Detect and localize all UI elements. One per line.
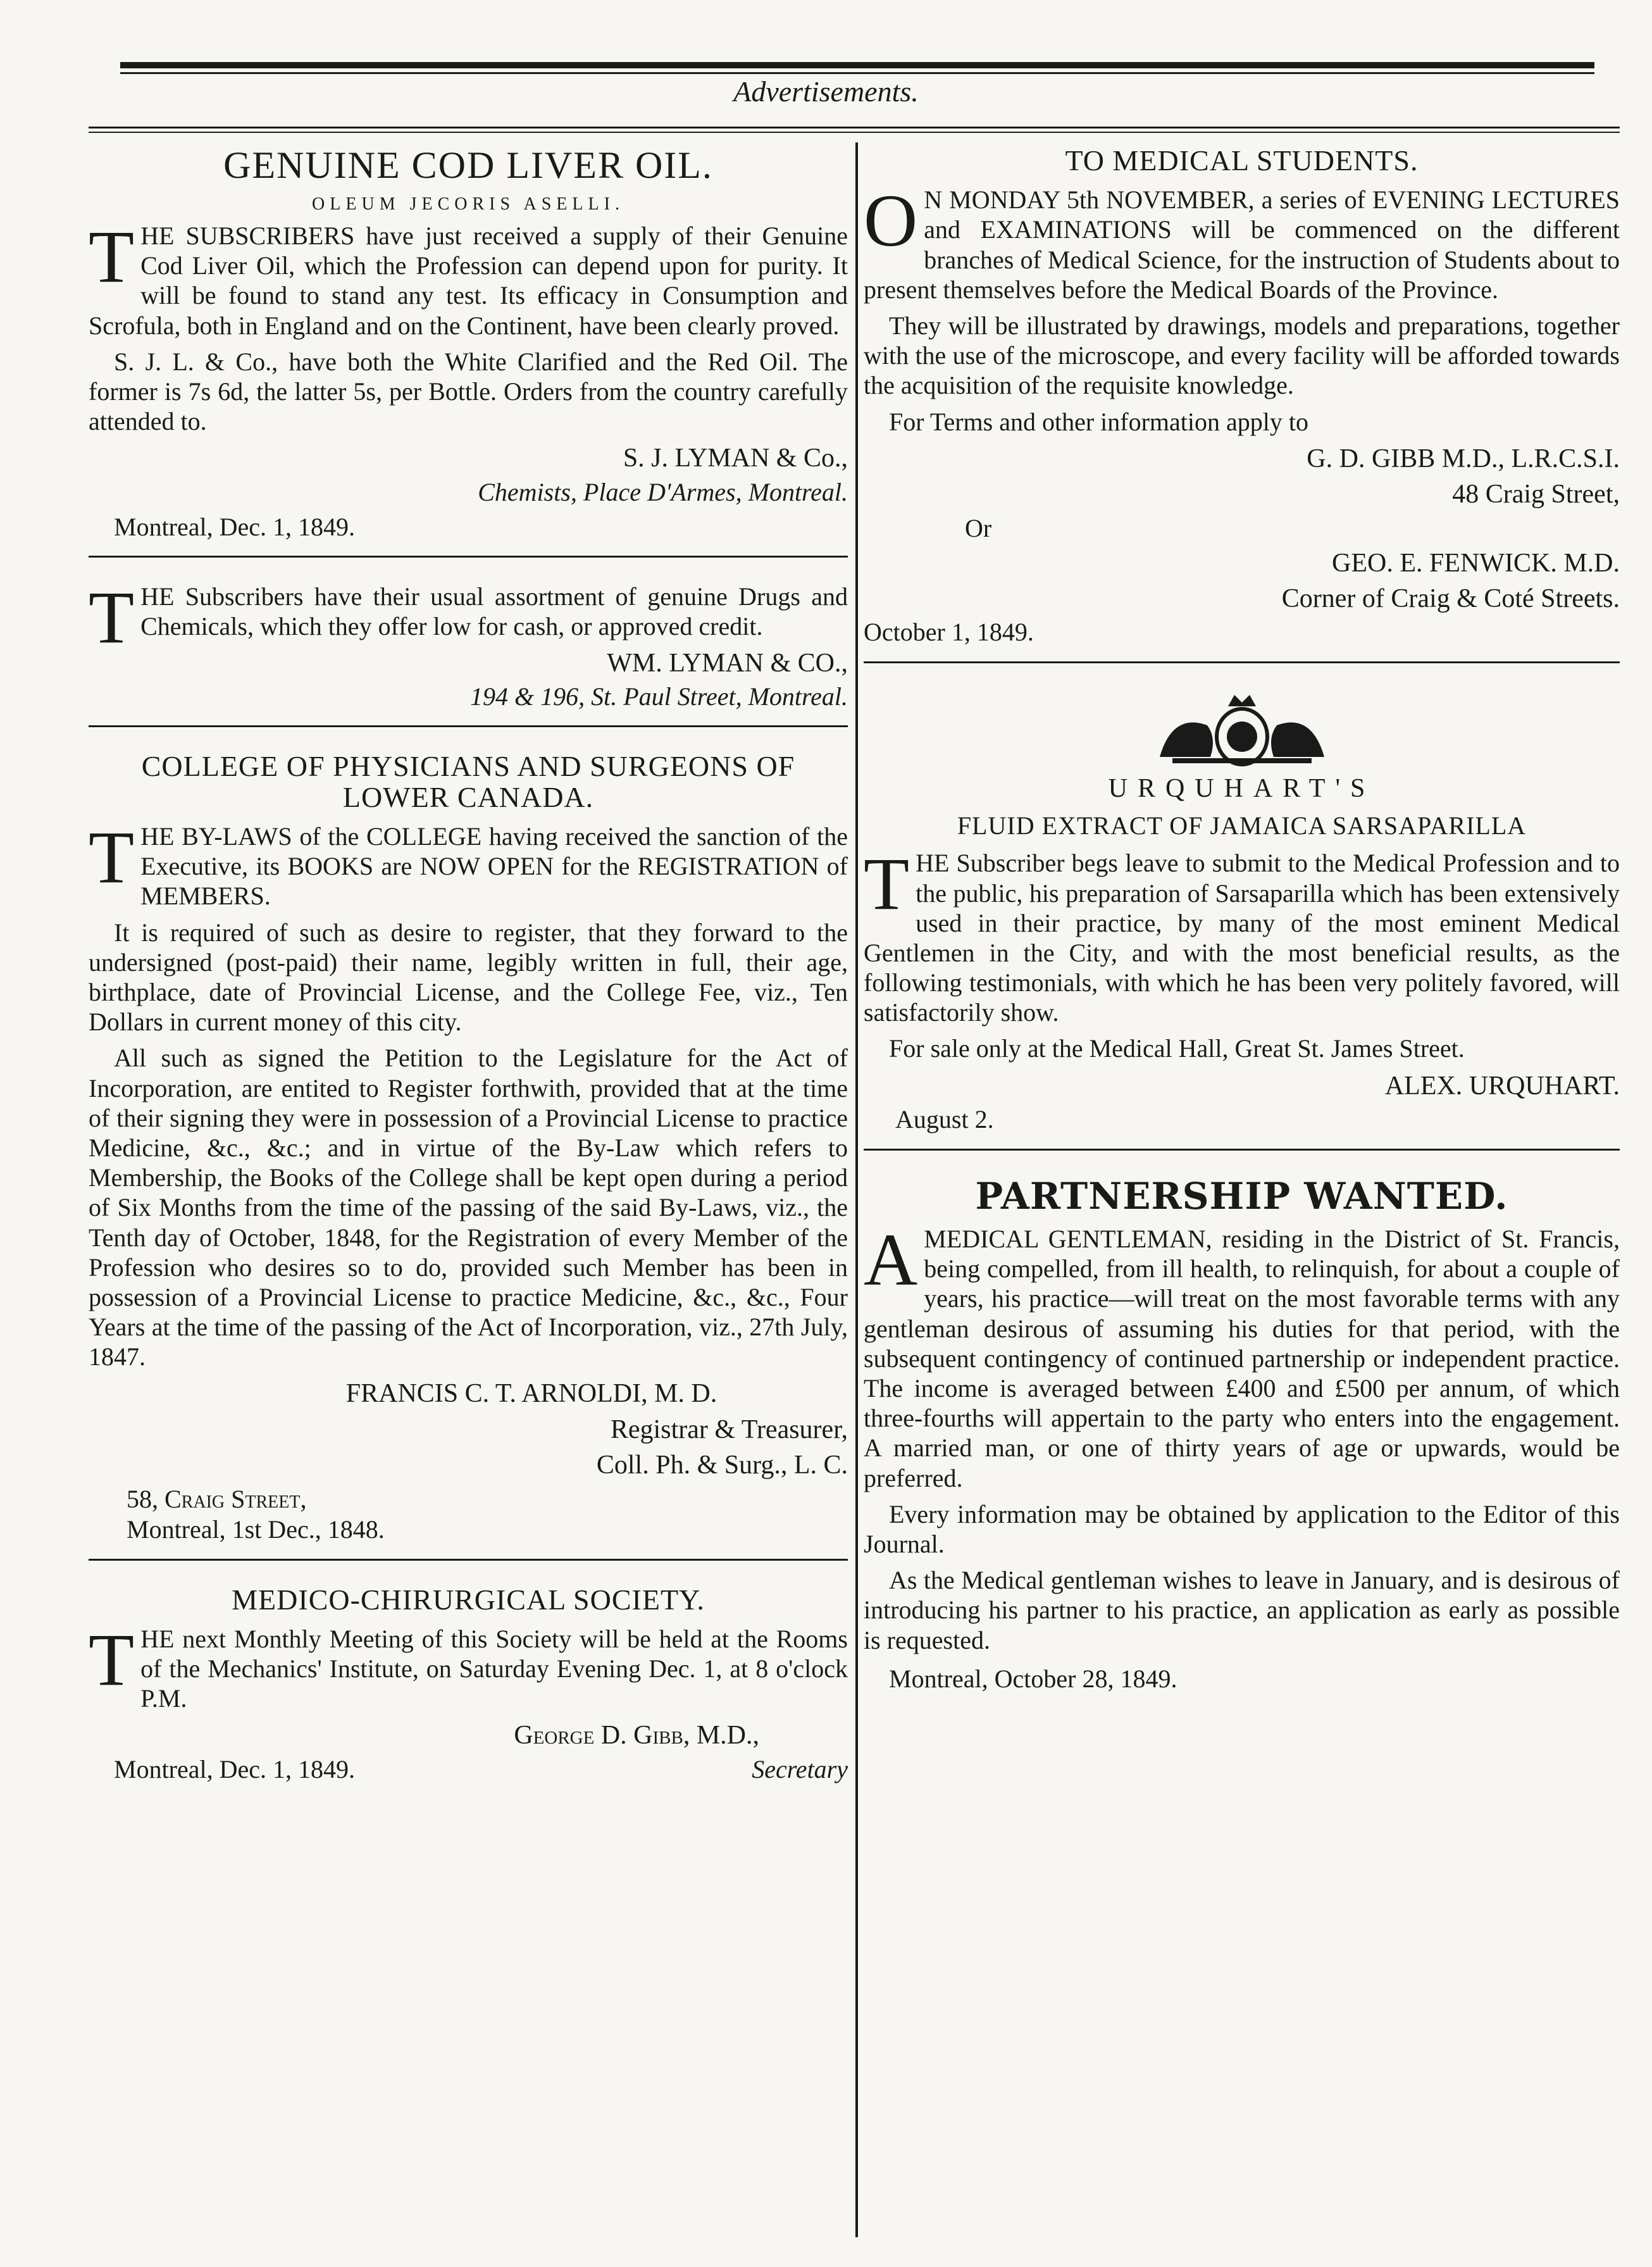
ad-body-2: Every information may be obtained by application to the Editor of this Journal. [864,1499,1620,1558]
ad-drugs [89,575,848,728]
ad-signature-address: 194 & 196, St. Paul Street, Montreal. [470,682,848,711]
ad-date: October 1, 1849. [864,618,1034,647]
ad-body-3: As the Medical gentleman wishes to leave in January, and is desirous of introducing his partner to his practice, an application as early as possible is requested. [864,1566,1620,1654]
ad-footer-row [89,1754,848,1784]
ad-date: August 2. [895,1105,994,1134]
ad-or: Or [965,513,992,542]
drop-cap: T [89,1618,135,1701]
ad-title: TO MEDICAL STUDENTS. [1065,144,1419,177]
header-rule-1 [89,127,1620,128]
ad-signature: G. D. GIBB M.D., L.R.C.S.I. [1307,444,1620,473]
ad-body-2: For sale only at the Medical Hall, Great St. James Street. [889,1034,1465,1063]
drop-cap: A [864,1218,918,1302]
ad-title: FLUID EXTRACT OF JAMAICA SARSAPARILLA [957,811,1527,840]
ad-body-3: For Terms and other information apply to [889,407,1309,436]
separator-rule [89,556,848,558]
ad-date: Montreal, October 28, 1849. [889,1664,1177,1693]
ad-subtitle: OLEUM JECORIS ASELLI. [312,194,624,214]
section-header: Advertisements. [733,75,919,108]
royal-crest-icon [1147,687,1337,770]
drop-cap: T [89,816,135,899]
ad-title: PARTNERSHIP WANTED. [975,1175,1508,1218]
ad-signature-address: 48 Craig Street, [1452,480,1620,509]
left-column [89,146,848,1808]
top-double-rule-thick [120,62,1594,68]
drop-cap: T [89,215,135,298]
ad-text: HE next Monthly Meeting of this Society will be held at the Rooms of the Mechanics' Institute, on Saturday Evening Dec. 1, at 8 o'clock P.M. [140,1624,848,1713]
ad-signature-role: Secretary [752,1754,848,1783]
ad-signature: ALEX. URQUHART. [1384,1071,1620,1101]
top-double-rule-thin [120,72,1594,74]
ad-title: COLLEGE OF PHYSICIANS AND SURGEONS OF LOWER CANADA. [141,750,795,813]
separator-rule [864,661,1620,663]
drop-cap: T [864,842,910,926]
ad-cod-liver-oil [89,146,848,558]
ad-text: HE Subscribers have their usual assortment of genuine Drugs and Chemicals, which they offer low for cash, or approved credit. [140,582,848,640]
ad-body-2: They will be illustrated by drawings, models and preparations, together with the use of the microscope, and every facility will be afforded towards the acquisition of the requisite knowledge. [864,311,1620,400]
ad-text: HE BY-LAWS of the COLLEGE having received the sanction of the Executive, its BOOKS are NOW OPEN for the REGISTRATION of MEMBERS. [140,822,848,911]
ad-body [864,179,1620,304]
address-line: Montreal, 1st Dec., 1848. [127,1514,385,1544]
drop-cap: T [89,575,135,659]
ad-body [89,1618,848,1714]
right-column [864,146,1620,1718]
ad-address [127,1484,848,1545]
drop-cap: O [864,179,918,263]
ad-signature-address: Chemists, Place D'Armes, Montreal. [478,477,848,506]
ad-signature: FRANCIS C. T. ARNOLDI, M. D. [345,1379,717,1409]
ad-signature: S. J. LYMAN & Co., [623,444,848,473]
ad-body [89,575,848,659]
ad-signature: George D. Gibb, M.D., [514,1721,759,1751]
ad-signature-2-address: Corner of Craig & Coté Streets. [1281,584,1620,613]
ad-signature: WM. LYMAN & CO., [607,649,848,678]
column-divider [855,142,858,2237]
ad-signature-org: Coll. Ph. & Surg., L. C. [596,1451,848,1480]
ad-text: N MONDAY 5th NOVEMBER, a series of EVENING LECTURES and EXAMINATIONS will be commenced on the different branches of Medical Science, for the instruction of Students about to present themselves before the Medical Boards of the Province. [864,185,1620,304]
ad-medical-students [864,146,1620,663]
ad-date: Montreal, Dec. 1, 1849. [114,512,356,541]
ad-body [864,842,1620,1027]
header-rule-2 [89,132,1620,133]
ad-body [89,215,848,340]
separator-rule [864,1149,1620,1151]
ad-date: Montreal, Dec. 1, 1849. [114,1754,356,1783]
address-line: 58, Craig Street, [127,1484,307,1513]
ad-partnership [864,1175,1620,1694]
ad-text: HE SUBSCRIBERS have just received a supply of their Genuine Cod Liver Oil, which the Profession can depend upon for purity. It will be found to stand any test. Its efficacy in Consumption and Scrofula, both in England and on the Continent, have been clearly proved. [89,222,848,340]
ad-signature-2: GEO. E. FENWICK. M.D. [1332,548,1620,578]
separator-rule [89,1559,848,1561]
ad-signature-role: Registrar & Treasurer, [610,1415,848,1444]
ad-text: MEDICAL GENTLEMAN, residing in the District of St. Francis, being compelled, from ill health, to relinquish, for about a couple of years, his practice—will treat on the most favorable terms with any gentleman desirous of assuming his duties for that period, with the subsequent contingency of continued partnership or independent practice. The income is averaged between £400 and £500 per annum, of which three-fourths will appertain to the party who enters into the engagement. A married man, or one of thirty years of age or upwards, would be preferred. [864,1225,1620,1492]
ad-urquhart [864,687,1620,1151]
ad-body-2: It is required of such as desire to register, that they forward to the undersigned (post-paid) their name, legibly written in full, their age, birthplace, date of Provincial License, and the College Fee, viz., Ten Dollars in current money of this city. [89,918,848,1037]
separator-rule [89,725,848,727]
ad-body-2: S. J. L. & Co., have both the White Clarified and the Red Oil. The former is 7s 6d, the latter 5s, per Bottle. Orders from the country carefully attended to. [89,347,848,436]
ad-body-3: All such as signed the Petition to the Legislature for the Act of Incorporation, are entited to Register forthwith, provided that at the time of their signing they were in possession of a Provincial License to practice Medicine, &c., &c.; and in virtue of the By-Law which refers to Membership, the Books of the College shall be kept open during a period of Six Months from the time of the passing of the said By-Laws, viz., the Tenth day of October, 1848, for the Registration of every Member of the Profession who desires so to do, provided such Member has been in possession of a Provincial License to practice Medicine, &c., &c., Four Years at the time of the passing of the Act of Incorporation, viz., 27th July, 1847. [89,1044,848,1371]
ad-title: GENUINE COD LIVER OIL. [223,144,713,186]
ad-text: HE Subscriber begs leave to submit to the Medical Profession and to the public, his preparation of Sarsaparilla which has been extensively used in their practice, by many of the most eminent Medical Gentlemen in the City, and with the most beneficial results, as the following testimonials, with which he has been very politely favored, will satisfactorily show. [864,849,1620,1027]
ad-medico-chirurgical [89,1585,848,1784]
ad-body [864,1218,1620,1493]
ad-brand-name: URQUHART'S [1108,774,1376,804]
ad-body [89,816,848,911]
ad-title: MEDICO-CHIRURGICAL SOCIETY. [232,1583,705,1616]
ad-college [89,751,848,1560]
